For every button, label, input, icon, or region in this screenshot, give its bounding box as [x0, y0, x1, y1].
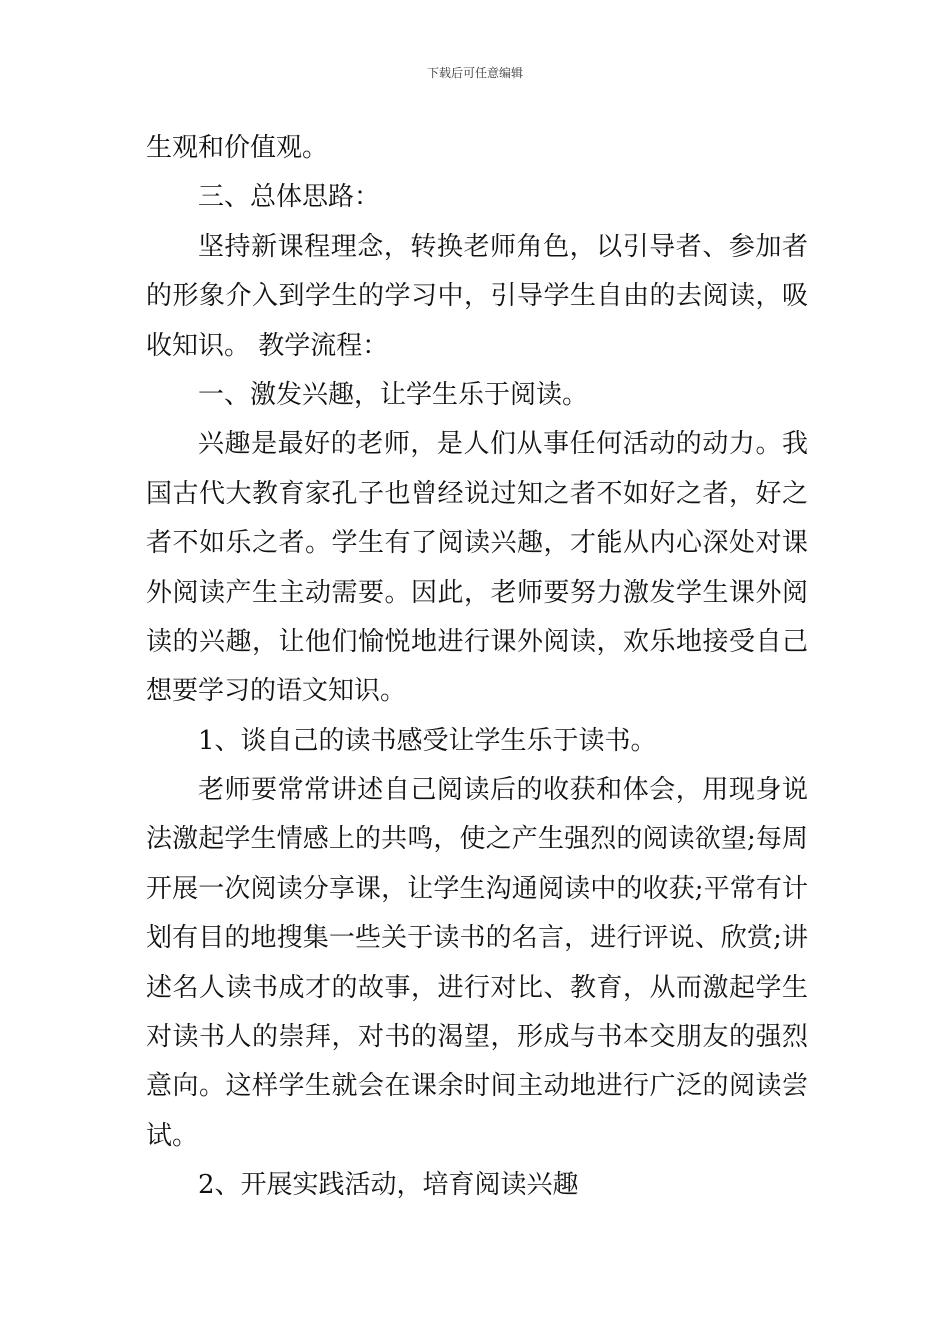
text-line: 的形象介入到学生的学习中，引导学生自由的去阅读，吸 — [146, 281, 808, 312]
section-heading: 2、开展实践活动，培育阅读兴趣 — [198, 1170, 579, 1201]
text-line: 兴趣是最好的老师，是人们从事任何活动的动力。我 — [198, 429, 808, 460]
text-line: 外阅读产生主动需要。因此，老师要努力激发学生课外阅 — [146, 577, 808, 608]
text-line: 法激起学生情感上的共鸣，使之产生强烈的阅读欲望;每周 — [146, 824, 808, 855]
text-line: 想要学习的语文知识。 — [146, 676, 407, 707]
text-line: 意向。这样学生就会在课余时间主动地进行广泛的阅读尝 — [146, 1071, 808, 1102]
text-line: 开展一次阅读分享课，让学生沟通阅读中的收获;平常有计 — [146, 873, 808, 904]
text-line: 者不如乐之者。学生有了阅读兴趣，才能从内心深处对课 — [146, 528, 808, 559]
text-line: 对读书人的崇拜，对书的渴望，形成与书本交朋友的强烈 — [146, 1022, 808, 1053]
text-line: 试。 — [146, 1120, 199, 1151]
text-line: 国古代大教育家孔子也曾经说过知之者不如好之者，好之 — [146, 478, 808, 509]
text-line: 收知识。 教学流程： — [146, 330, 389, 361]
text-line: 生观和价值观。 — [146, 133, 329, 163]
text-line: 坚持新课程理念，转换老师角色，以引导者、参加者 — [198, 231, 808, 262]
text-line: 述名人读书成才的故事，进行对比、教育，从而激起学生 — [146, 972, 808, 1003]
section-heading: 1、谈自己的读书感受让学生乐于读书。 — [198, 725, 657, 756]
text-line: 划有目的地搜集一些关于读书的名言，进行评说、欣赏;讲 — [146, 923, 808, 954]
text-line: 老师要常常讲述自己阅读后的收获和体会，用现身说 — [198, 775, 808, 806]
text-line: 读的兴趣，让他们愉悦地进行课外阅读，欢乐地接受自己 — [146, 626, 808, 657]
document-body — [146, 124, 808, 1211]
section-heading: 一、激发兴趣，让学生乐于阅读。 — [198, 379, 589, 410]
section-heading: 三、总体思路： — [198, 182, 381, 213]
page-header: 下载后可任意编辑 — [426, 66, 523, 80]
